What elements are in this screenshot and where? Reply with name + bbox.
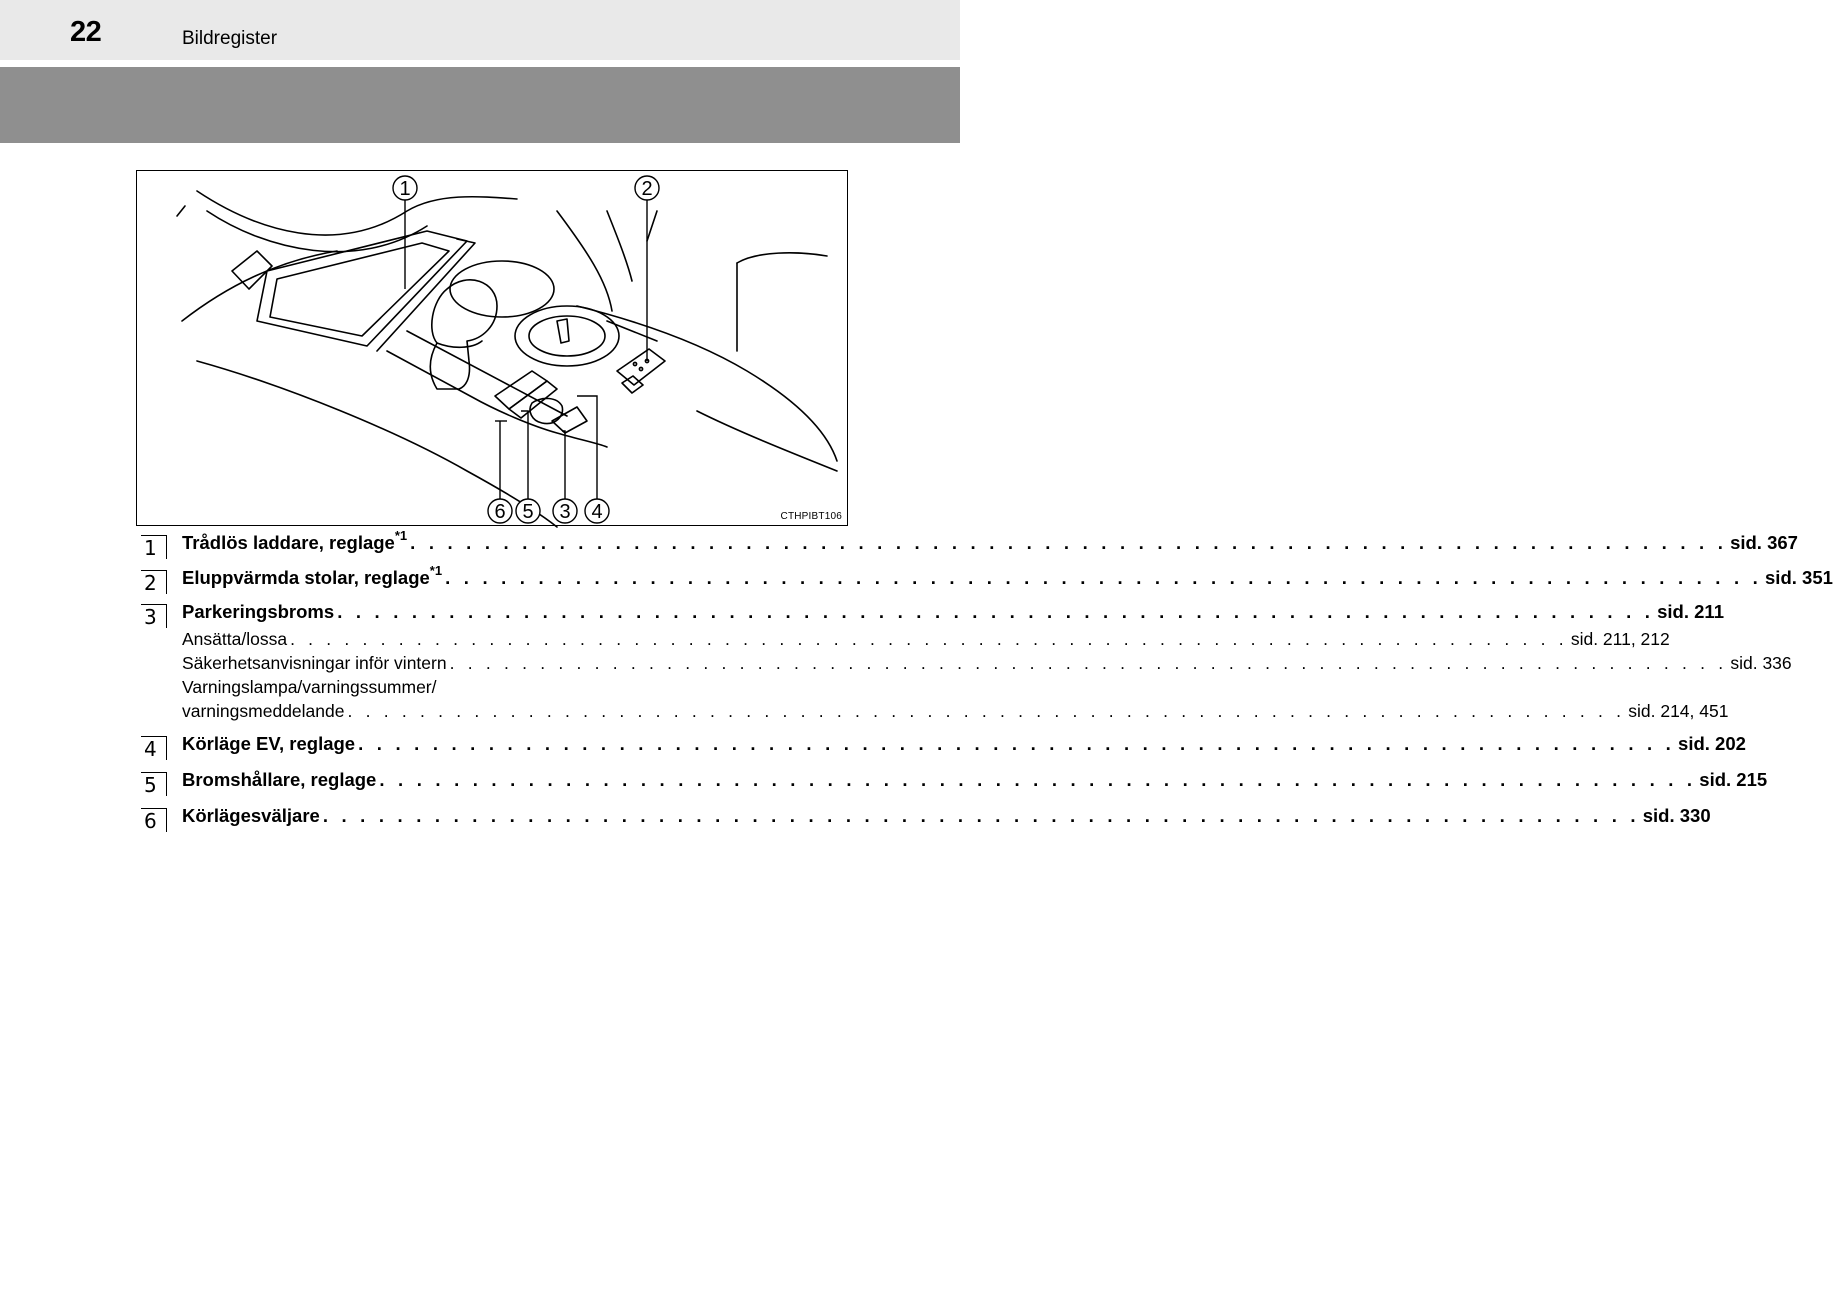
page-reference: sid. 202 bbox=[1678, 733, 1746, 754]
dot-leader: . . . . . . . . . . . . . . . . . . . . . . . . . . . . . . . . . . . . . . . . . . . . . . . . . . . . . . . . . . . . . . . . . . . . . . . bbox=[290, 629, 1568, 649]
entry-label: Trådlös laddare, reglage bbox=[182, 532, 395, 553]
entry-number: 5 bbox=[141, 772, 167, 796]
section-title: Bildregister bbox=[182, 28, 278, 49]
dot-leader: . . . . . . . . . . . . . . . . . . . . . . . . . . . . . . . . . . . . . . . . . . . . . . . . . . . . . . . . . . . . . . . . . . . . . . . bbox=[322, 805, 1640, 826]
entry-number: 4 bbox=[141, 736, 167, 760]
callout-2-label: 2 bbox=[641, 178, 653, 200]
callout-6-label: 6 bbox=[494, 501, 506, 523]
entry-number: 1 bbox=[141, 535, 167, 559]
page-number: 22 bbox=[70, 16, 102, 48]
page-reference: sid. 211 bbox=[1657, 601, 1724, 622]
dot-leader: . . . . . . . . . . . . . . . . . . . . . . . . . . . . . . . . . . . . . . . . . . . . . . . . . . . . . . . . . . . . . . . . . . . . . . . bbox=[347, 701, 1626, 721]
callout-4 bbox=[585, 499, 609, 523]
entry-label: Körlägesväljare bbox=[182, 805, 320, 826]
dot-leader: . . . . . . . . . . . . . . . . . . . . . . . . . . . . . . . . . . . . . . . . . . . . . . . . . . . . . . . . . . . . . . . . . . . . . . . bbox=[337, 601, 1655, 622]
header-band bbox=[0, 67, 960, 143]
entry-label: Bromshållare, reglage bbox=[182, 769, 377, 790]
console-illustration bbox=[136, 170, 848, 526]
console-drawing bbox=[137, 171, 849, 527]
dot-leader: . . . . . . . . . . . . . . . . . . . . . . . . . . . . . . . . . . . . . . . . . . . . . . . . . . . . . . . . . . . . . . . . . . . . . . . bbox=[410, 532, 1728, 553]
entry-number: 3 bbox=[141, 604, 167, 628]
footnote-marker: *1 bbox=[429, 563, 443, 578]
dot-leader: . . . . . . . . . . . . . . . . . . . . . . . . . . . . . . . . . . . . . . . . . . . . . . . . . . . . . . . . . . . . . . . . . . . . . . . bbox=[445, 567, 1763, 588]
callout-5-label: 5 bbox=[522, 501, 534, 523]
callout-5 bbox=[516, 499, 540, 523]
sub-entry bbox=[182, 653, 1792, 674]
sub-entry bbox=[182, 629, 1670, 650]
sub-entry bbox=[182, 677, 816, 698]
callout-6 bbox=[488, 499, 512, 523]
entry-label: Parkeringsbroms bbox=[182, 601, 335, 622]
page-reference: sid. 215 bbox=[1699, 769, 1768, 790]
dot-leader: . . . . . . . . . . . . . . . . . . . . . . . . . . . . . . . . . . . . . . . . . . . . . . . . . . . . . . . . . . . . . . . . . . . . . . . bbox=[358, 733, 1676, 754]
dot-leader: . . . . . . . . . . . . . . . . . . . . . . . . . . . . . . . . . . . . . . . . . . . . . . . . . . . . . . . . . . . . . . . . . . . . . . . bbox=[449, 653, 1728, 673]
sub-entry bbox=[182, 701, 1729, 722]
callout-1-label: 1 bbox=[399, 178, 411, 200]
page-reference: sid. 214, 451 bbox=[1628, 701, 1729, 721]
page-reference: sid. 330 bbox=[1642, 805, 1711, 826]
callout-1 bbox=[393, 176, 417, 200]
callout-4-label: 4 bbox=[591, 501, 603, 523]
page-reference: sid. 211, 212 bbox=[1570, 629, 1670, 649]
footnote-marker: *1 bbox=[394, 528, 408, 543]
entry-number: 2 bbox=[141, 570, 167, 594]
entry-label: Körläge EV, reglage bbox=[182, 733, 356, 754]
sub-entry-label: Ansätta/lossa bbox=[182, 629, 288, 649]
sub-entry-label: varningsmeddelande bbox=[182, 701, 345, 721]
sub-entry-label: Säkerhetsanvisningar inför vintern bbox=[182, 653, 447, 673]
callout-2 bbox=[635, 176, 659, 200]
dot-leader: . . . . . . . . . . . . . . . . . . . . . . . . . . . . . . . . . . . . . . . . . . . . . . . . . . . . . . . . . . . . . . . . . . . . . . . bbox=[379, 769, 1697, 790]
page-reference: sid. 367 bbox=[1730, 532, 1798, 553]
entry-number: 6 bbox=[141, 808, 167, 832]
header-strip bbox=[0, 0, 960, 60]
sub-entry-label: Varningslampa/varningssummer/ bbox=[182, 677, 437, 697]
figure-code: CTHPIBT106 bbox=[780, 511, 842, 522]
page-reference: sid. 336 bbox=[1730, 653, 1792, 673]
page-reference: sid. 351 bbox=[1765, 567, 1833, 588]
callout-3-label: 3 bbox=[559, 501, 571, 523]
callout-3 bbox=[553, 499, 577, 523]
entry-label: Eluppvärmda stolar, reglage bbox=[182, 567, 430, 588]
